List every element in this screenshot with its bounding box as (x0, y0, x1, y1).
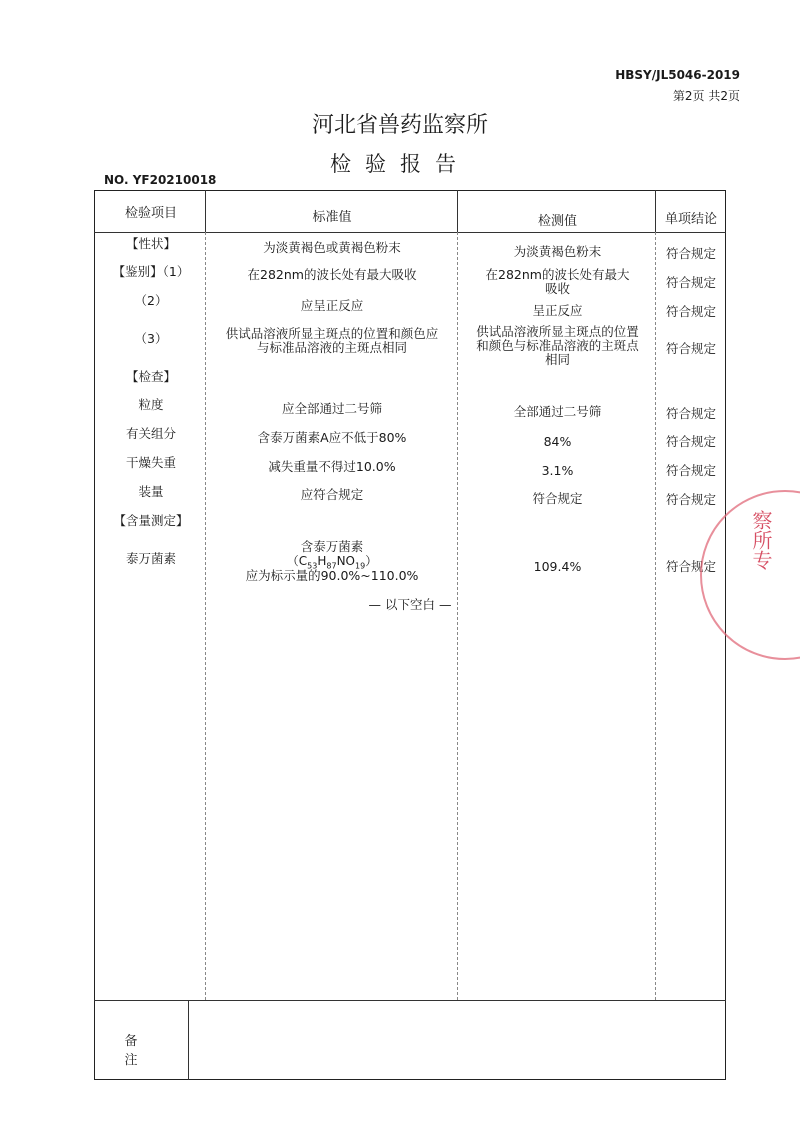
header-divider-bottom (94, 232, 726, 233)
row-conclusion: 符合规定 (665, 341, 716, 356)
row-result: 在282nm的波长处有最大 吸收 (485, 267, 630, 296)
row-result: 84% (543, 434, 572, 449)
row-result: 3.1% (541, 463, 574, 478)
row-conclusion: 符合规定 (665, 434, 716, 449)
row-item: 装量 (138, 484, 164, 499)
row-conclusion: 符合规定 (665, 559, 716, 574)
section-heading: 【检查】 (125, 369, 176, 384)
row-item: 泰万菌素 (125, 551, 176, 566)
header-conclusion: 单项结论 (664, 212, 717, 227)
row-conclusion: 符合规定 (665, 463, 716, 478)
row-item: （3） (134, 331, 168, 346)
assay-formula: $(C_{53}H_{87}NO_{19})$ (286, 554, 378, 571)
row-standard: 减失重量不得过10.0% (268, 459, 396, 474)
header-test-item: 检验项目 (124, 206, 177, 221)
section-heading: 【含量测定】 (113, 513, 189, 528)
row-standard: 应符合规定 (300, 487, 364, 502)
row-item: 干燥失重 (125, 455, 176, 470)
row-standard: 含泰万菌素A应不低于80% (257, 430, 407, 445)
row-item: 【性状】 (125, 236, 176, 251)
body-col-guide-1 (205, 232, 206, 1000)
header-result: 检测值 (537, 214, 577, 229)
row-result: 符合规定 (532, 491, 583, 506)
header-col-divider-2 (457, 190, 458, 232)
row-conclusion: 符合规定 (665, 492, 716, 507)
row-result: 全部通过二号筛 (513, 404, 602, 419)
row-conclusion: 符合规定 (665, 275, 716, 290)
header-standard: 标准值 (312, 210, 352, 225)
row-standard: 为淡黄褐色或黄褐色粉末 (263, 240, 401, 255)
remarks-label: 备 注 (124, 1034, 160, 1068)
row-result: 呈正反应 (532, 303, 583, 318)
end-marker: — 以下空白 — (368, 597, 452, 612)
assay-limit: 应为标示量的90.0%~110.0% (245, 568, 419, 583)
row-standard: 应呈正反应 (300, 298, 364, 313)
row-item: （2） (134, 293, 168, 308)
report-title: 检验报告 (330, 152, 470, 176)
document-code: HBSY/JL5046-2019 (615, 68, 740, 82)
report-number: NO. YF20210018 (104, 173, 217, 187)
row-item: 【鉴别】（1） (112, 264, 190, 279)
row-result: 供试品溶液所显主斑点的位置 和颜色与标准品溶液的主斑点 相同 (476, 324, 639, 367)
row-item: 有关组分 (125, 426, 176, 441)
row-conclusion: 符合规定 (665, 246, 716, 261)
page-info: 第2页 共2页 (672, 89, 740, 103)
row-result: 109.4% (533, 559, 582, 574)
org-title: 河北省兽药监察所 (311, 113, 488, 138)
row-standard: 供试品溶液所显主斑点的位置和颜色应 与标准品溶液的主斑点相同 (225, 326, 439, 355)
body-col-guide-2 (457, 232, 458, 1000)
row-standard: 含泰万菌素 (300, 539, 364, 554)
official-seal-text: 察所专 (749, 510, 773, 570)
row-conclusion: 符合规定 (665, 406, 716, 421)
row-standard: 应全部通过二号筛 (281, 401, 382, 416)
row-result: 为淡黄褐色粉末 (513, 244, 602, 259)
row-conclusion: 符合规定 (665, 304, 716, 319)
row-item: 粒度 (138, 397, 164, 412)
remarks-col-divider (188, 1000, 189, 1080)
row-standard: 在282nm的波长处有最大吸收 (247, 267, 417, 282)
